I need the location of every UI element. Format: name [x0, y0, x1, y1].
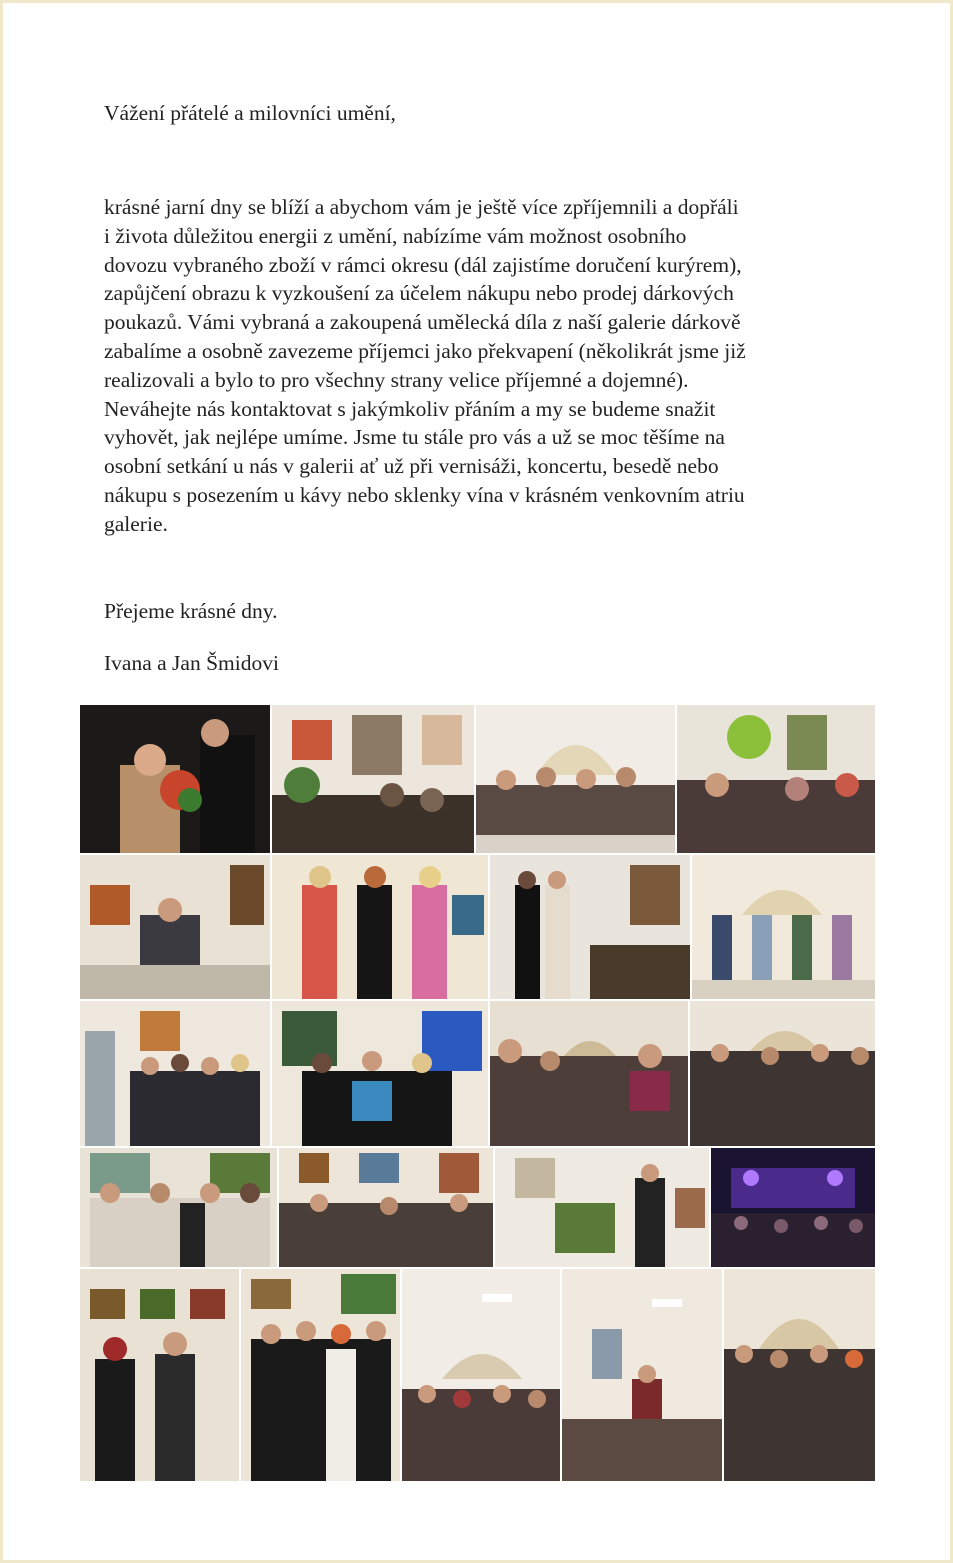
- body-line: realizovali a bylo to pro všechny strany velice příjemné a dojemné).: [104, 367, 689, 392]
- event-photo: [711, 1148, 875, 1267]
- event-photo: [241, 1269, 400, 1481]
- event-photo: [724, 1269, 875, 1481]
- body-line: zapůjčení obrazu k vyzkoušení za účelem nákupu nebo prodej dárkových: [104, 281, 734, 306]
- event-photo: [80, 1148, 277, 1267]
- body-line: Neváhejte nás kontaktovat s jakýmkoliv přáním a my se budeme snažit: [104, 396, 716, 421]
- closing: Přejeme krásné dny.: [104, 599, 278, 623]
- event-photo: [690, 1001, 875, 1146]
- event-photo: [677, 705, 875, 853]
- letter-body: [104, 193, 864, 539]
- body-line: vyhovět, jak nejlépe umíme. Jsme tu stále pro vás a už se moc těšíme na: [104, 425, 725, 450]
- body-line: osobní setkání u nás v galerii ať už při vernisáži, koncertu, besedě nebo: [104, 454, 719, 479]
- body-line: i života důležitou energii z umění, nabízíme vám možnost osobního: [104, 223, 687, 248]
- greeting: Vážení přátelé a milovníci umění,: [104, 101, 396, 125]
- event-photo: [272, 705, 474, 853]
- event-photo: [562, 1269, 722, 1481]
- body-line: dovozu vybraného zboží v rámci okresu (dál zajistíme doručení kurýrem),: [104, 252, 742, 277]
- event-photo: [279, 1148, 493, 1267]
- body-line: nákupu s posezením u kávy nebo sklenky vína v krásném venkovním atriu: [104, 482, 745, 507]
- event-photo: [495, 1148, 709, 1267]
- photo-collage: [80, 705, 875, 1481]
- event-photo: [272, 855, 488, 999]
- event-photo: [692, 855, 875, 999]
- event-photo: [80, 855, 270, 999]
- event-photo: [80, 1001, 270, 1146]
- body-line: krásné jarní dny se blíží a abychom vám je ještě více zpříjemnili a dopřáli: [104, 195, 739, 219]
- body-line: poukazů. Vámi vybraná a zakoupená umělecká díla z naší galerie dárkově: [104, 310, 741, 335]
- event-photo: [490, 855, 690, 999]
- event-photo: [476, 705, 675, 853]
- event-photo: [402, 1269, 560, 1481]
- signature: Ivana a Jan Šmidovi: [104, 651, 279, 675]
- event-photo: [80, 705, 270, 853]
- body-line: zabalíme a osobně zavezeme příjemci jako překvapení (několikrát jsme již: [104, 338, 746, 363]
- event-photo: [80, 1269, 239, 1481]
- event-photo: [272, 1001, 488, 1146]
- body-line: galerie.: [104, 511, 168, 536]
- event-photo: [490, 1001, 688, 1146]
